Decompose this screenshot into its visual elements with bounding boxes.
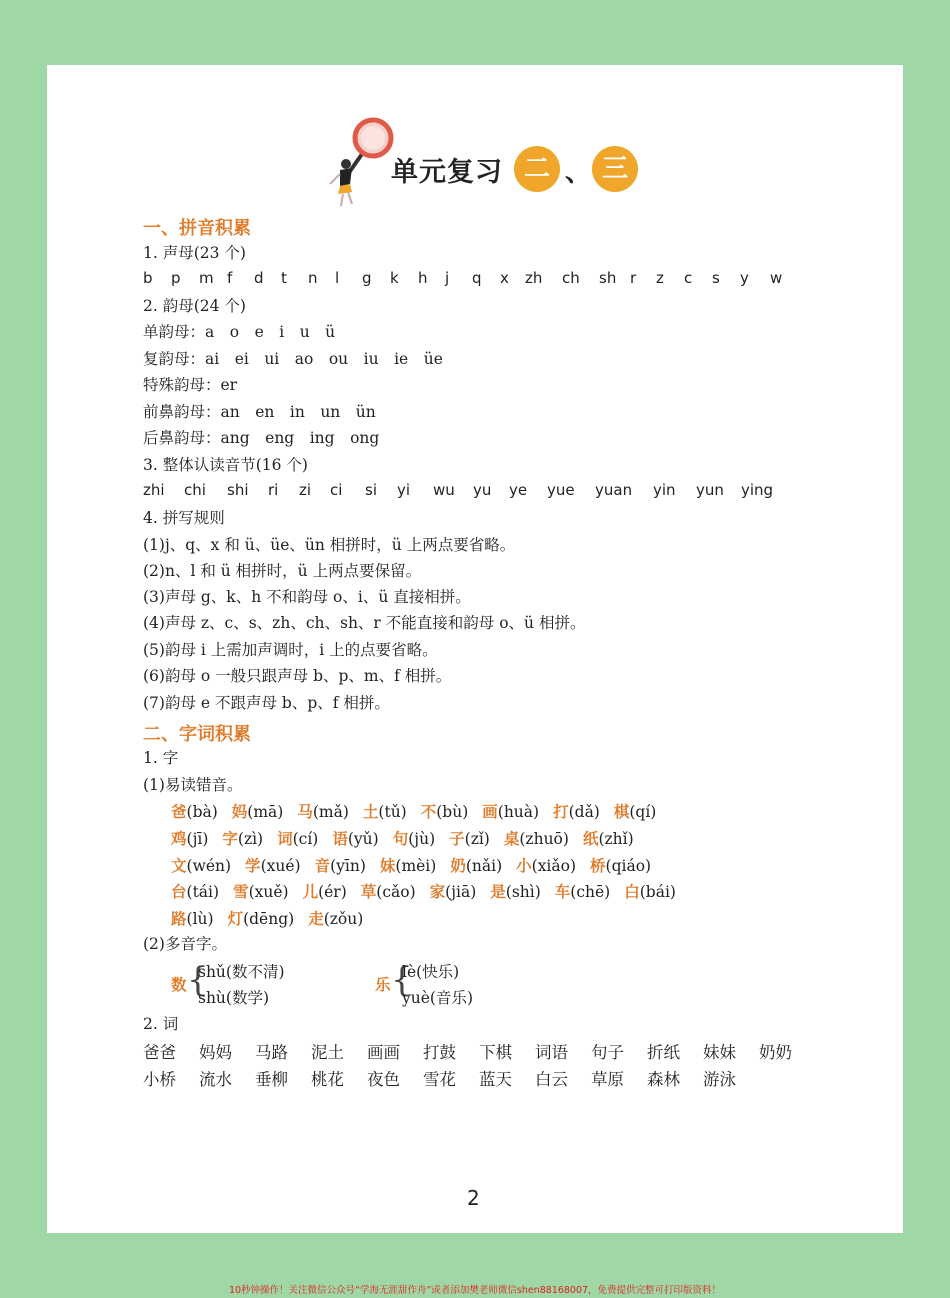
char-hanzi: 不 (420, 802, 437, 821)
char-row (171, 907, 377, 929)
syllable: si (365, 481, 377, 499)
polyphone-le-b: yuè(音乐) (402, 989, 474, 1007)
syllable: yun (696, 481, 724, 499)
char-pinyin: (xiǎo) (531, 857, 577, 875)
word: 马路 (255, 1043, 288, 1062)
char-hanzi: 桌 (503, 829, 520, 848)
char-hanzi: 语 (332, 829, 348, 848)
item-syllables-title: 3. 整体认读音节(16 个) (143, 456, 308, 474)
word: 妈妈 (199, 1043, 232, 1062)
initial: l (335, 269, 340, 287)
syllable: chi (184, 481, 206, 499)
magnifier-girl-illustration (318, 112, 398, 208)
char-entry (504, 827, 569, 849)
item-initials-title: 1. 声母(23 个) (143, 244, 246, 262)
initial: j (445, 269, 450, 287)
sub-misread-title: (1)易读错音。 (143, 776, 243, 794)
char-pinyin: (xuě) (248, 883, 289, 901)
initial: f (227, 269, 233, 287)
char-hanzi: 儿 (302, 882, 319, 901)
char-pinyin: (cí) (292, 830, 319, 848)
char-hanzi: 妈 (231, 802, 248, 821)
initial: t (281, 269, 287, 287)
char-entry (277, 827, 318, 849)
initial: ch (562, 269, 580, 287)
initial: z (656, 269, 664, 287)
rule-6: (6)韵母 o 一般只跟声母 b、p、m、f 相拼。 (143, 667, 452, 685)
char-entry (430, 880, 477, 902)
char-entry (482, 800, 539, 822)
word: 草原 (591, 1070, 624, 1089)
syllable: ying (741, 481, 774, 499)
syllable: yi (397, 481, 411, 499)
char-entry (583, 827, 634, 849)
char-pinyin: (cǎo) (376, 883, 416, 901)
char-pinyin: (wén) (186, 857, 232, 875)
char-pinyin: (qí) (629, 803, 657, 821)
char-pinyin: (xué) (260, 857, 301, 875)
char-pinyin: (mā) (247, 803, 284, 821)
char-entry (555, 880, 610, 902)
brace-icon: { (391, 960, 413, 1000)
brace-icon: { (187, 960, 209, 1000)
char-entry (315, 854, 366, 876)
char-entry (363, 800, 407, 822)
initial: c (684, 269, 693, 287)
char-hanzi: 雪 (233, 882, 249, 901)
char-pinyin: (mǎ) (312, 803, 349, 821)
char-hanzi: 鸡 (171, 829, 187, 848)
char-row (171, 827, 648, 849)
char-pinyin: (zhǐ) (598, 830, 634, 848)
char-entry (308, 907, 363, 929)
char-hanzi: 灯 (227, 909, 244, 928)
word: 画画 (367, 1043, 400, 1062)
char-hanzi: 桥 (590, 856, 606, 875)
title-number-three: 三 (592, 146, 638, 192)
title-number-two: 二 (514, 146, 560, 192)
initial: r (630, 269, 637, 287)
syllable: ye (509, 481, 528, 499)
sub-polyphone-title: (2)多音字。 (143, 935, 227, 953)
word: 词语 (535, 1043, 568, 1062)
initial: d (254, 269, 264, 287)
char-hanzi: 句 (392, 829, 409, 848)
char-pinyin: (bà) (186, 803, 218, 821)
char-hanzi: 字 (222, 829, 238, 848)
item-words-title: 2. 词 (143, 1015, 179, 1033)
footer-notice: 10秒钟操作！关注微信公众号“学海无涯甜作舟”或者添加樊老师微信shen88168007，免费提供完整可打印版资料！ (228, 1285, 722, 1296)
char-entry (228, 907, 295, 929)
item-rules-title: 4. 拼写规则 (143, 509, 225, 527)
word: 蓝天 (479, 1070, 512, 1089)
syllable: ci (330, 481, 343, 499)
char-entry (393, 827, 435, 849)
char-hanzi: 马 (297, 802, 313, 821)
char-hanzi: 草 (360, 882, 377, 901)
char-entry (222, 827, 263, 849)
word: 折纸 (647, 1043, 680, 1062)
initial: p (171, 269, 181, 287)
char-hanzi: 画 (482, 802, 498, 821)
initial: q (472, 269, 482, 287)
char-hanzi: 词 (277, 829, 293, 848)
char-entry (171, 880, 219, 902)
page-title: 单元复习 (391, 157, 503, 188)
syllable: wu (433, 481, 455, 499)
char-pinyin: (tǔ) (378, 803, 407, 821)
char-hanzi: 家 (429, 882, 446, 901)
rule-5: (5)韵母 i 上需加声调时，i 上的点要省略。 (143, 641, 438, 659)
char-hanzi: 文 (171, 856, 187, 875)
char-entry (171, 800, 218, 822)
front-nasal-finals: 前鼻韵母：an en in un ün (143, 403, 376, 421)
char-pinyin: (zhuō) (519, 830, 569, 848)
word: 夜色 (367, 1070, 400, 1089)
char-pinyin: (tái) (186, 883, 220, 901)
page-number: 2 (467, 1186, 480, 1210)
syllable: yin (653, 481, 676, 499)
char-pinyin: (yǔ) (347, 830, 379, 848)
char-entry (171, 827, 208, 849)
initial: k (390, 269, 399, 287)
char-pinyin: (zǒu) (323, 910, 364, 928)
char-row (171, 854, 665, 876)
char-hanzi: 小 (516, 856, 532, 875)
char-pinyin: (mèi) (395, 857, 437, 875)
char-entry (516, 854, 576, 876)
char-row (171, 880, 690, 902)
words-row-2 (143, 1066, 759, 1090)
char-entry (232, 800, 284, 822)
section-heading-pinyin: 一、拼音积累 (143, 218, 251, 239)
rule-2: (2)n、l 和 ü 相拼时，ü 上两点要保留。 (143, 562, 422, 580)
polyphone-shu-b: shù(数学) (198, 989, 270, 1007)
char-entry (233, 880, 289, 902)
char-row (171, 800, 670, 822)
initial: m (199, 269, 214, 287)
initial: sh (599, 269, 617, 287)
char-hanzi: 台 (171, 882, 187, 901)
char-entry (303, 880, 347, 902)
char-entry (171, 907, 214, 929)
char-entry (380, 854, 436, 876)
char-pinyin: (shì) (505, 883, 541, 901)
word: 下棋 (479, 1043, 512, 1062)
polyphone-char-le: 乐 (375, 975, 391, 994)
section-heading-words: 二、字词积累 (143, 724, 251, 745)
char-pinyin: (jiā) (445, 883, 477, 901)
syllables-row (143, 481, 773, 499)
char-hanzi: 走 (308, 909, 324, 928)
syllable: shi (227, 481, 249, 499)
char-hanzi: 子 (449, 829, 465, 848)
rule-7: (7)韵母 e 不跟声母 b、p、f 相拼。 (143, 694, 390, 712)
word: 小桥 (143, 1070, 176, 1089)
char-pinyin: (zì) (237, 830, 264, 848)
initial: g (362, 269, 372, 287)
char-hanzi: 爸 (171, 802, 187, 821)
word: 妹妹 (703, 1043, 736, 1062)
char-hanzi: 音 (314, 856, 331, 875)
word: 爸爸 (143, 1043, 176, 1062)
initial: n (308, 269, 318, 287)
char-hanzi: 打 (553, 802, 569, 821)
char-entry (553, 800, 600, 822)
back-nasal-finals: 后鼻韵母：ang eng ing ong (143, 429, 380, 447)
initial: w (770, 269, 783, 287)
rule-4: (4)声母 z、c、s、zh、ch、sh、r 不能直接和韵母 o、ü 相拼。 (143, 614, 586, 632)
polyphone-le-a: lè(快乐) (402, 963, 460, 981)
char-entry (171, 854, 231, 876)
title-separator: 、 (565, 158, 592, 188)
word: 句子 (591, 1043, 624, 1062)
char-pinyin: (qiáo) (605, 857, 652, 875)
char-pinyin: (huà) (497, 803, 540, 821)
word: 泥土 (311, 1043, 344, 1062)
char-entry (245, 854, 301, 876)
char-entry (450, 854, 502, 876)
char-hanzi: 学 (245, 856, 261, 875)
word: 垂柳 (255, 1070, 288, 1089)
char-entry (590, 854, 651, 876)
word: 白云 (535, 1070, 568, 1089)
char-entry (490, 880, 541, 902)
char-entry (449, 827, 490, 849)
compound-finals: 复韵母：ai ei ui ao ou iu ie üe (143, 350, 443, 368)
char-pinyin: (dǎ) (568, 803, 600, 821)
initial: x (500, 269, 509, 287)
rule-3: (3)声母 g、k、h 不和韵母 o、i、ü 直接相拼。 (143, 588, 471, 606)
syllable: zhi (143, 481, 165, 499)
word: 游泳 (703, 1070, 736, 1089)
initial: y (740, 269, 749, 287)
char-hanzi: 车 (554, 882, 571, 901)
rule-1: (1)j、q、x 和 ü、üe、ün 相拼时，ü 上两点要省略。 (143, 536, 516, 554)
syllable: yu (473, 481, 492, 499)
char-entry (614, 800, 657, 822)
initial: s (712, 269, 720, 287)
char-pinyin: (dēng) (243, 910, 295, 928)
word: 雪花 (423, 1070, 456, 1089)
words-row-1 (143, 1039, 815, 1063)
char-pinyin: (bù) (436, 803, 469, 821)
char-pinyin: (ér) (318, 883, 347, 901)
char-hanzi: 是 (490, 882, 506, 901)
initial: zh (525, 269, 543, 287)
word: 打鼓 (423, 1043, 456, 1062)
syllable: yue (547, 481, 575, 499)
char-hanzi: 土 (362, 802, 379, 821)
char-entry (361, 880, 416, 902)
syllable: zi (299, 481, 312, 499)
word: 奶奶 (759, 1043, 792, 1062)
char-entry (332, 827, 378, 849)
char-hanzi: 路 (171, 909, 187, 928)
initial: b (143, 269, 153, 287)
char-pinyin: (jù) (408, 830, 436, 848)
word: 桃花 (311, 1070, 344, 1089)
single-finals: 单韵母：a o e i u ü (143, 323, 336, 341)
polyphone-shu-a: shǔ(数不清) (198, 963, 285, 981)
char-hanzi: 奶 (450, 856, 466, 875)
char-pinyin: (nǎi) (465, 857, 503, 875)
char-pinyin: (zǐ) (464, 830, 490, 848)
char-pinyin: (chē) (570, 883, 611, 901)
special-final: 特殊韵母：er (143, 376, 238, 394)
char-entry (297, 800, 349, 822)
word: 流水 (199, 1070, 232, 1089)
initial: h (418, 269, 428, 287)
initials-row (143, 269, 782, 287)
char-pinyin: (bái) (639, 883, 676, 901)
char-pinyin: (yīn) (330, 857, 366, 875)
char-pinyin: (lù) (186, 910, 214, 928)
word: 森林 (647, 1070, 680, 1089)
polyphone-char-shu: 数 (171, 975, 187, 994)
char-hanzi: 妹 (379, 856, 396, 875)
char-hanzi: 棋 (613, 802, 630, 821)
char-entry (624, 880, 676, 902)
item-finals-title: 2. 韵母(24 个) (143, 297, 246, 315)
syllable: yuan (595, 481, 633, 499)
char-hanzi: 纸 (582, 829, 599, 848)
char-hanzi: 白 (624, 882, 640, 901)
syllable: ri (268, 481, 279, 499)
item-chars-title: 1. 字 (143, 749, 179, 767)
char-entry (421, 800, 469, 822)
char-pinyin: (jī) (186, 830, 209, 848)
